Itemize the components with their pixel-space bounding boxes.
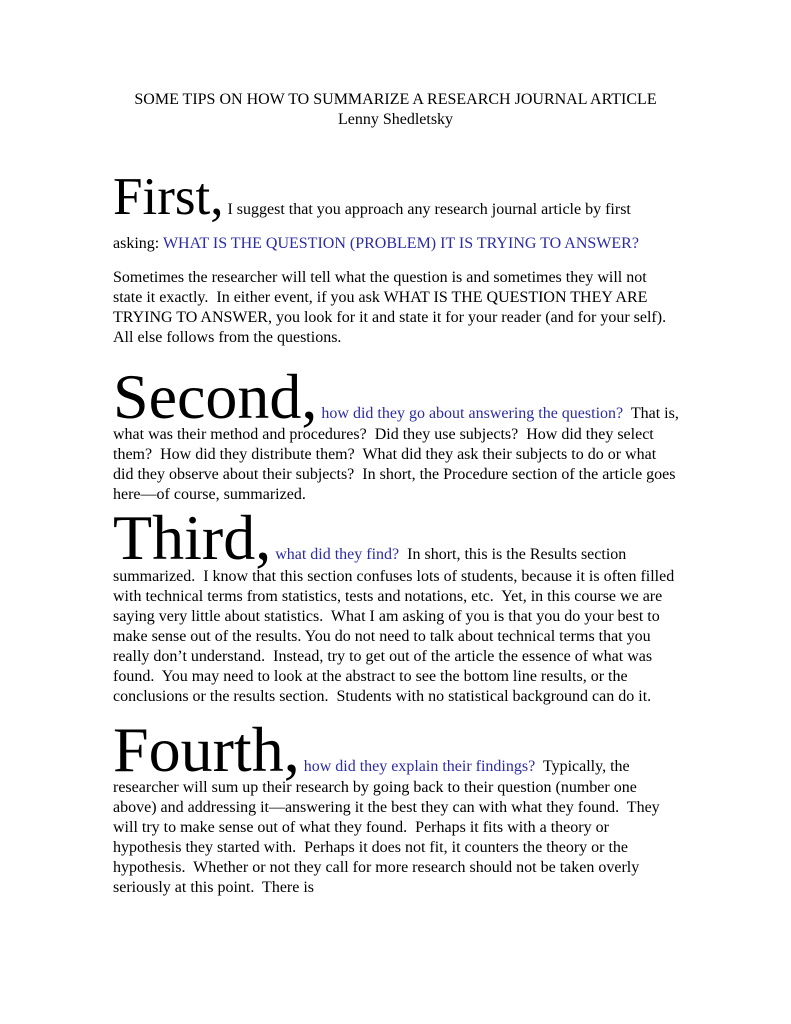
section-lead-line: [113, 168, 678, 226]
emphasis-question-text: what did they find?: [275, 546, 400, 564]
section-drop-word: First,: [113, 168, 224, 226]
section-drop-word: Second,: [113, 360, 318, 432]
lead-text: That is,: [623, 404, 679, 422]
emphasis-question-text: how did they go about answering the question?: [321, 404, 624, 422]
section-lead-line2: [113, 234, 678, 254]
lead-text: In short, this is the Results section: [399, 546, 627, 564]
section-second: [113, 360, 680, 506]
section-third: [113, 502, 679, 707]
lead-text: asking:: [113, 234, 163, 252]
section-drop-word: Third,: [113, 502, 272, 574]
section-body-paragraph: summarized. I know that this section confuses lots of students, because it is often filled with technical terms from statistics, tests and notations, etc. Yet, in this course we are saying very little about statistics. What I am asking of you is that you do your best to make sense out of the results. You do not need to talk about technical terms that you really don’t understand. Instead, try to get out of the article the essence of what was found. You may need to look at the abstract to see the bottom line results, or the conclusions or the results section. Students with no statistical background can do it.: [113, 567, 679, 705]
section-fourth: [113, 713, 678, 899]
section-body-paragraph: Sometimes the researcher will tell what the question is and sometimes they will not state it exactly. In either event, if you ask WHAT IS THE QUESTION THEY ARE TRYING TO ANSWER, you look for it and state it for your reader (and for your self). All else follows from the questions.: [113, 268, 674, 346]
section-body-paragraph: what was their method and procedures? Did they use subjects? How did they select them? How did they distribute them? What did they ask their subjects to do or what did they observe about their subjects? In short, the Procedure section of the article goes here—of course, summarized.: [113, 426, 680, 504]
section-lead-line: [113, 502, 678, 574]
document-sections: [113, 168, 680, 898]
section-lead-line: [113, 713, 678, 785]
emphasis-question-text: how did they explain their findings?: [303, 757, 536, 775]
section-first: [113, 168, 678, 348]
emphasis-question-text: WHAT IS THE QUESTION (PROBLEM) IT IS TRYING TO ANSWER?: [162, 234, 639, 252]
section-drop-word: Fourth,: [113, 713, 300, 785]
lead-text: I suggest that you approach any research journal article by first: [223, 201, 631, 218]
section-lead-line: [113, 360, 679, 432]
document-author: Lenny Shedletsky: [337, 111, 454, 128]
section-body-paragraph: researcher will sum up their research by going back to their question (number one above) and addressing it—answering it the best they can with what they found. They will try to make sense out of what they found. Perhaps it fits with a theory or hypothesis they started with. Perhaps it does not fit, it counters the theory or the hypothesis. Whether or not they call for more research should not be taken overly seriously at this point. There is: [113, 779, 664, 897]
lead-text: Typically, the: [535, 757, 630, 775]
document-title: SOME TIPS ON HOW TO SUMMARIZE A RESEARCH JOURNAL ARTICLE: [134, 91, 657, 108]
